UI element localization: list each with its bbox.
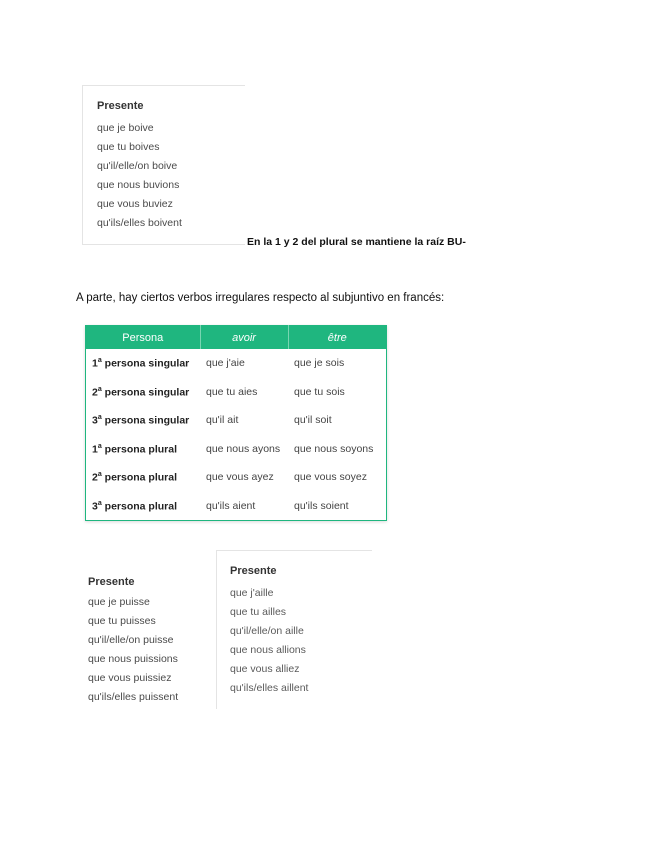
conjugation-line: que vous buviez: [97, 198, 173, 210]
avoir-cell: qu'ils aient: [206, 499, 256, 512]
conjugation-line: que tu puisses: [88, 615, 156, 627]
table-row: [86, 406, 387, 435]
etre-cell: que je sois: [294, 357, 345, 370]
table-row: [86, 492, 387, 521]
conjugation-title: Presente: [88, 576, 135, 588]
conjugation-line: qu'il/elle/on boive: [97, 160, 178, 172]
table-row: [86, 463, 387, 492]
header-etre: être: [288, 326, 387, 350]
persona-cell: 2$^a$ persona singular: [92, 385, 190, 398]
avoir-cell: qu'il ait: [206, 414, 239, 427]
conjugation-line: que tu boives: [97, 141, 160, 153]
table-row: [86, 349, 387, 378]
irregular-verbs-table: [85, 325, 387, 521]
conjugation-line: que vous puissiez: [88, 672, 172, 684]
avoir-cell: que nous ayons: [206, 442, 281, 455]
conjugation-line: qu'il/elle/on puisse: [88, 634, 174, 646]
conjugation-title: Presente: [97, 100, 144, 112]
etre-cell: qu'ils soient: [294, 499, 349, 512]
conjugation-line: qu'ils/elles puissent: [88, 691, 179, 703]
conjugation-line: que j'aille: [230, 587, 274, 599]
avoir-cell: que tu aies: [206, 385, 258, 398]
conjugation-line: que je puisse: [88, 596, 150, 608]
conjugation-lines: [97, 119, 182, 233]
etre-cell: que vous soyez: [294, 471, 367, 484]
plural-root-note: En la 1 y 2 del plural se mantiene la raíz BU-: [247, 236, 466, 248]
conjugation-box-boire: [82, 85, 245, 245]
conjugation-title: Presente: [230, 565, 277, 577]
conjugation-line: que nous puissions: [88, 653, 178, 665]
avoir-cell: que vous ayez: [206, 471, 274, 484]
etre-cell: que tu sois: [294, 385, 345, 398]
persona-cell: 3$^a$ persona plural: [92, 499, 178, 512]
conjugation-box-pouvoir: [88, 576, 178, 707]
conjugation-lines: [88, 593, 178, 707]
persona-cell: 1$^a$ persona singular: [92, 357, 190, 370]
conjugation-box-aller: [216, 550, 372, 709]
table-row: [86, 378, 387, 407]
avoir-cell: que j'aie: [206, 357, 245, 370]
conjugation-line: qu'ils/elles aillent: [230, 682, 309, 694]
header-avoir: avoir: [200, 326, 288, 350]
etre-cell: que nous soyons: [294, 442, 374, 455]
persona-cell: 3$^a$ persona singular: [92, 414, 190, 427]
persona-cell: 1$^a$ persona plural: [92, 442, 178, 455]
table-header-row: [86, 326, 387, 350]
intro-paragraph: A parte, hay ciertos verbos irregulares respecto al subjuntivo en francés:: [76, 292, 445, 304]
etre-cell: qu'il soit: [294, 414, 332, 427]
conjugation-line: que nous allions: [230, 644, 306, 656]
conjugation-line: qu'ils/elles boivent: [97, 217, 182, 229]
table-row: [86, 435, 387, 464]
conjugation-line: que je boive: [97, 122, 154, 134]
conjugation-line: qu'il/elle/on aille: [230, 625, 304, 637]
conjugation-line: que tu ailles: [230, 606, 287, 618]
conjugation-line: que vous alliez: [230, 663, 300, 675]
persona-cell: 2$^a$ persona plural: [92, 471, 178, 484]
conjugation-line: que nous buvions: [97, 179, 180, 191]
header-persona: Persona: [86, 326, 201, 350]
conjugation-lines: [230, 584, 308, 698]
